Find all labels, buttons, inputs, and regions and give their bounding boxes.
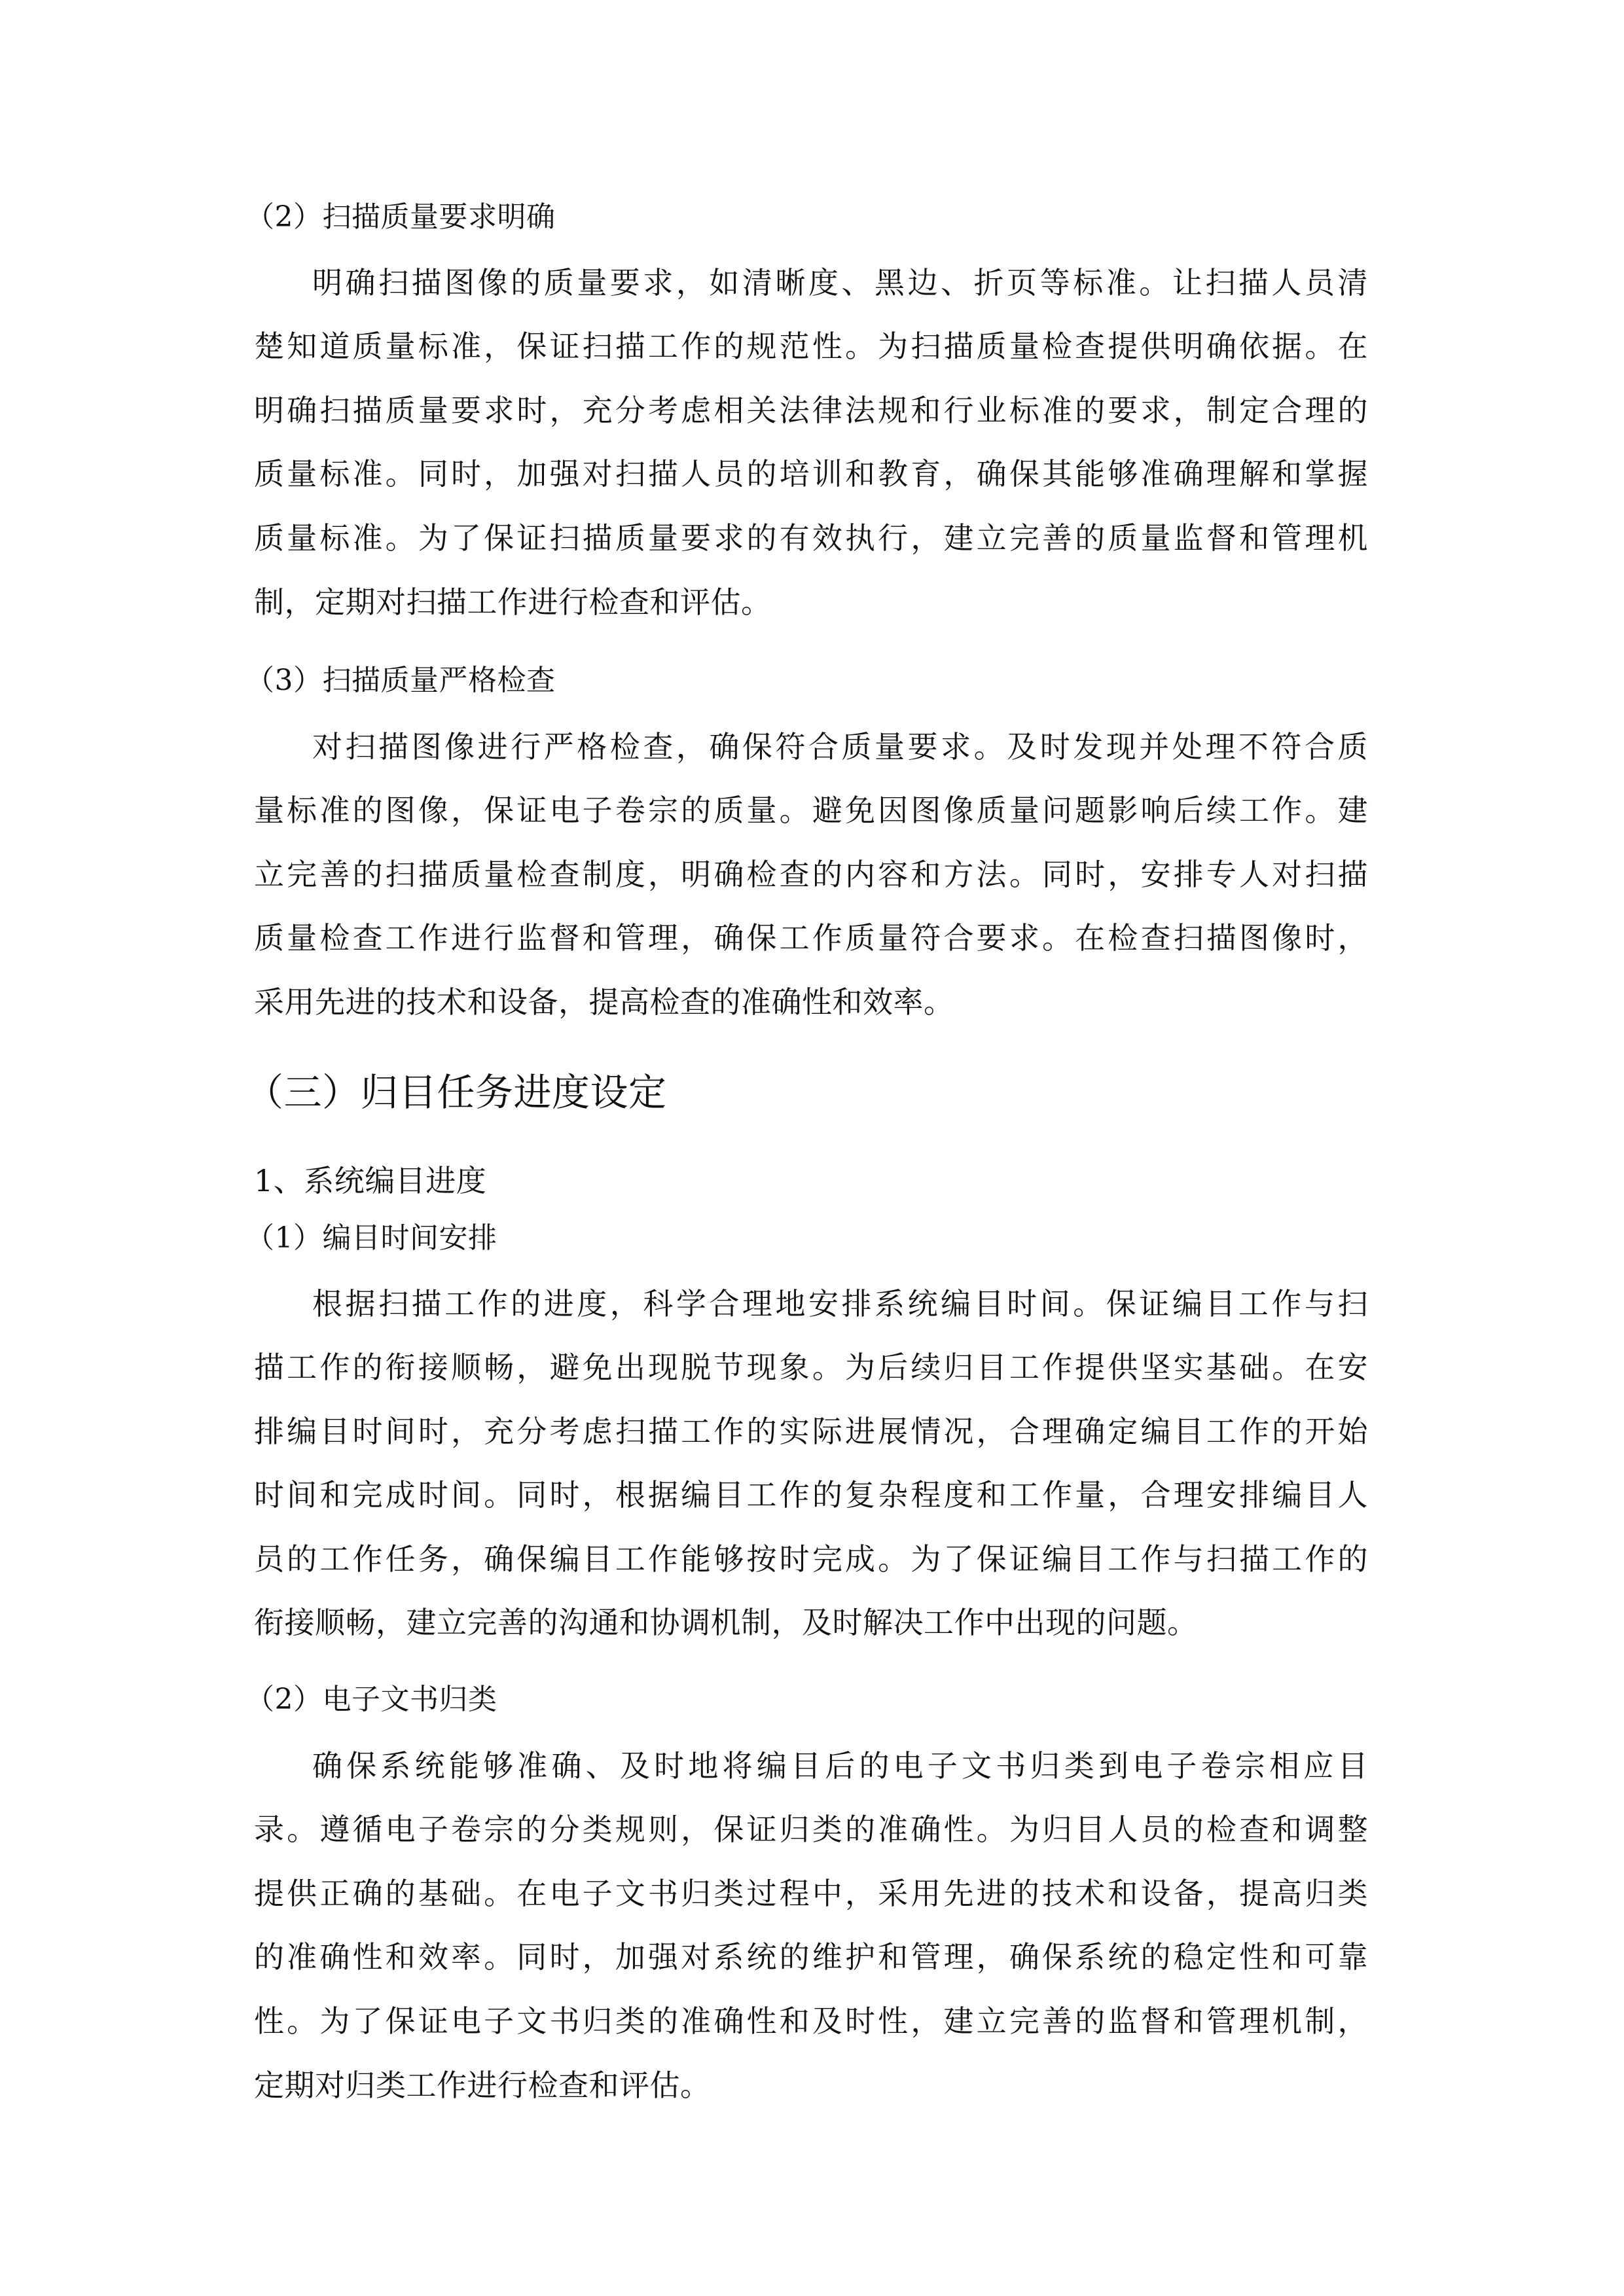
paragraph-line: 排编目时间时，充分考虑扫描工作的实际进展情况，合理确定编目工作的开始 xyxy=(254,1414,1368,1449)
paragraph-line: 质量检查工作进行监督和管理，确保工作质量符合要求。在检查扫描图像时， xyxy=(254,920,1368,956)
subsection-title-document-classification: （2）电子文书归类 xyxy=(245,1683,497,1716)
paragraph-line: 时间和完成时间。同时，根据编目工作的复杂程度和工作量，合理安排编目人 xyxy=(254,1477,1368,1513)
paragraph-line: 录。遵循电子卷宗的分类规则，保证归类的准确性。为归目人员的检查和调整 xyxy=(254,1812,1368,1847)
subsection-title-scan-quality-inspection: （3）扫描质量严格检查 xyxy=(245,664,556,697)
paragraph-line: 员的工作任务，确保编目工作能够按时完成。为了保证编目工作与扫描工作的 xyxy=(254,1541,1368,1577)
paragraph-line: 楚知道质量标准，保证扫描工作的规范性。为扫描质量检查提供明确依据。在 xyxy=(254,329,1368,364)
section-heading: （三）归目任务进度设定 xyxy=(245,1070,667,1115)
paragraph-line: 质量标准。同时，加强对扫描人员的培训和教育，确保其能够准确理解和掌握 xyxy=(254,456,1368,492)
subsection-title-scan-quality-requirements: （2）扫描质量要求明确 xyxy=(245,200,556,234)
paragraph-line: 明确扫描质量要求时，充分考虑相关法律法规和行业标准的要求，制定合理的 xyxy=(254,393,1368,428)
paragraph-line: 提供正确的基础。在电子文书归类过程中，采用先进的技术和设备，提高归类 xyxy=(254,1876,1368,1911)
paragraph-line: 制，定期对扫描工作进行检查和评估。 xyxy=(254,584,772,620)
paragraph-line: 定期对归类工作进行检查和评估。 xyxy=(254,2068,711,2103)
item-title-catalog-progress: 1、系统编目进度 xyxy=(254,1163,487,1198)
paragraph-line: 的准确性和效率。同时，加强对系统的维护和管理，确保系统的稳定性和可靠 xyxy=(254,1939,1368,1975)
paragraph-line: 确保系统能够准确、及时地将编目后的电子文书归类到电子卷宗相应目 xyxy=(312,1748,1368,1784)
subsection-title-catalog-schedule: （1）编目时间安排 xyxy=(245,1221,497,1255)
paragraph-line: 根据扫描工作的进度，科学合理地安排系统编目时间。保证编目工作与扫 xyxy=(312,1286,1368,1321)
paragraph-line: 性。为了保证电子文书归类的准确性和及时性，建立完善的监督和管理机制， xyxy=(254,2003,1368,2039)
paragraph-line: 明确扫描图像的质量要求，如清晰度、黑边、折页等标准。让扫描人员清 xyxy=(312,265,1368,300)
paragraph-line: 量标准的图像，保证电子卷宗的质量。避免因图像质量问题影响后续工作。建 xyxy=(254,793,1368,828)
paragraph-line: 对扫描图像进行严格检查，确保符合质量要求。及时发现并处理不符合质 xyxy=(312,729,1368,764)
paragraph-line: 衔接顺畅，建立完善的沟通和协调机制，及时解决工作中出现的问题。 xyxy=(254,1605,1198,1640)
paragraph-line: 质量标准。为了保证扫描质量要求的有效执行，建立完善的质量监督和管理机 xyxy=(254,520,1368,556)
paragraph-line: 采用先进的技术和设备，提高检查的准确性和效率。 xyxy=(254,984,954,1020)
paragraph-line: 立完善的扫描质量检查制度，明确检查的内容和方法。同时，安排专人对扫描 xyxy=(254,857,1368,892)
paragraph-line: 描工作的衔接顺畅，避免出现脱节现象。为后续归目工作提供坚实基础。在安 xyxy=(254,1350,1368,1385)
